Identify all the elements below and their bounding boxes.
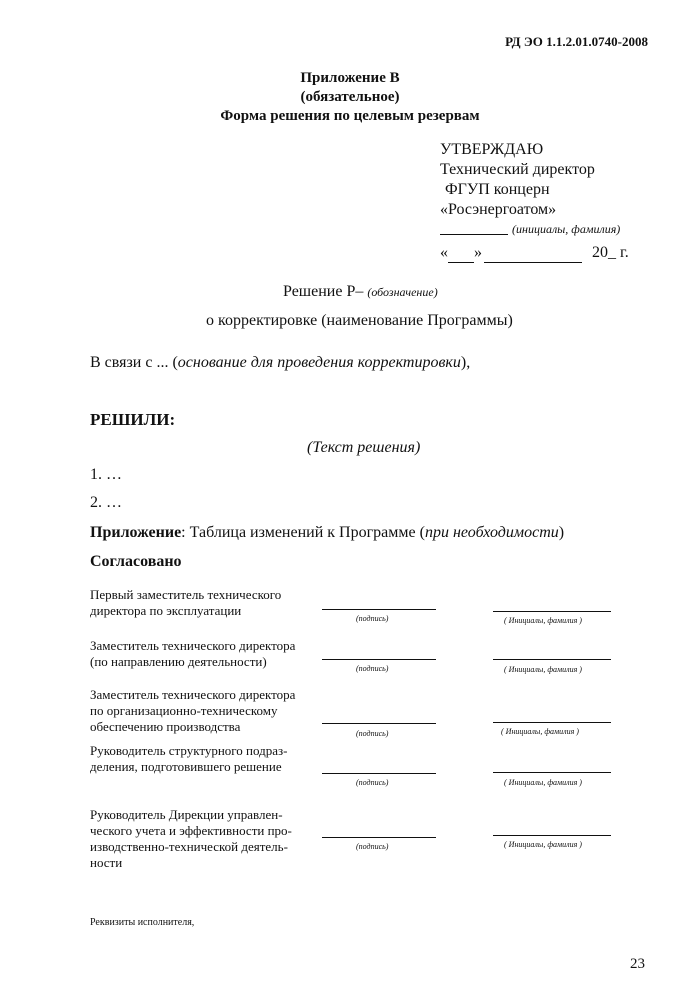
attachment-label: Приложение — [90, 524, 182, 541]
approver-signature-line — [440, 234, 508, 235]
signature-caption: (подпись) — [356, 778, 389, 787]
decision-heading — [283, 283, 438, 301]
decision-subject: о корректировке (наименование Программы) — [206, 312, 513, 329]
approver-org-name: «Росэнергоатом» — [440, 201, 557, 218]
name-line — [493, 659, 611, 660]
decision-text-hint: (Текст решения) — [307, 439, 421, 456]
signature-line — [322, 773, 436, 774]
appendix-title: Приложение В — [300, 70, 400, 86]
reason-suffix: ), — [460, 354, 471, 371]
name-line — [493, 722, 611, 723]
page-number: 23 — [630, 956, 645, 972]
signer-role: Заместитель технического директора (по направлению деятельности) — [90, 638, 296, 669]
attachment-hint: при необходимости — [424, 524, 559, 541]
attachment-text: : Таблица изменений к Программе ( — [181, 524, 425, 541]
approver-org: ФГУП концерн — [445, 181, 550, 198]
name-caption: ( Инициалы, фамилия ) — [504, 840, 582, 849]
date-day-blank — [448, 244, 474, 263]
signature-line — [322, 659, 436, 660]
approver-name-hint: (инициалы, фамилия) — [512, 222, 621, 236]
signature-line — [322, 609, 436, 610]
reason-prefix: В связи с ... ( — [90, 354, 178, 371]
reason-line — [90, 354, 470, 372]
signer-role: Заместитель технического директора по организационно-техническому обеспечению производства — [90, 687, 296, 734]
name-caption: ( Инициалы, фамилия ) — [504, 616, 582, 625]
appendix-status: (обязательное) — [300, 89, 400, 105]
date-close-quote: » — [474, 244, 482, 261]
agreed-heading: Согласовано — [90, 553, 182, 570]
signature-caption: (подпись) — [356, 842, 389, 851]
decision-label: Решение Р– — [283, 283, 364, 300]
reason-basis: основание для проведения корректировки — [177, 354, 461, 371]
name-line — [493, 835, 611, 836]
name-caption: ( Инициалы, фамилия ) — [504, 665, 582, 674]
signature-caption: (подпись) — [356, 664, 389, 673]
date-open-quote: « — [440, 244, 448, 261]
name-caption: ( Инициалы, фамилия ) — [501, 727, 579, 736]
attachment-close: ) — [558, 524, 565, 541]
signature-caption: (подпись) — [356, 614, 389, 623]
date-year: 20_ г. — [592, 244, 629, 261]
decision-designation: (обозначение) — [367, 285, 438, 299]
resolution-item-2: 2. … — [90, 494, 122, 511]
name-caption: ( Инициалы, фамилия ) — [504, 778, 582, 787]
attachment-line — [90, 524, 564, 542]
approve-label: УТВЕРЖДАЮ — [440, 141, 544, 158]
signature-line — [322, 837, 436, 838]
date-month-blank — [484, 244, 582, 263]
name-line — [493, 772, 611, 773]
signer-role: Первый заместитель технического директора по эксплуатации — [90, 587, 282, 618]
signer-role: Руководитель структурного подраз- деления, подготовившего решение — [90, 743, 288, 774]
signer-role: Руководитель Дирекции управлен- ческого учета и эффективности про- изводственно-технической деятель- ности — [90, 807, 292, 870]
signature-line — [322, 723, 436, 724]
name-line — [493, 611, 611, 612]
approval-date — [440, 244, 629, 263]
document-code: РД ЭО 1.1.2.01.0740-2008 — [505, 34, 648, 49]
resolved-heading: РЕШИЛИ: — [90, 410, 176, 429]
signature-caption: (подпись) — [356, 729, 389, 738]
resolution-item-1: 1. … — [90, 466, 122, 483]
approver-position: Технический директор — [440, 161, 595, 178]
executor-details: Реквизиты исполнителя, — [90, 917, 195, 928]
form-title: Форма решения по целевым резервам — [220, 108, 480, 124]
